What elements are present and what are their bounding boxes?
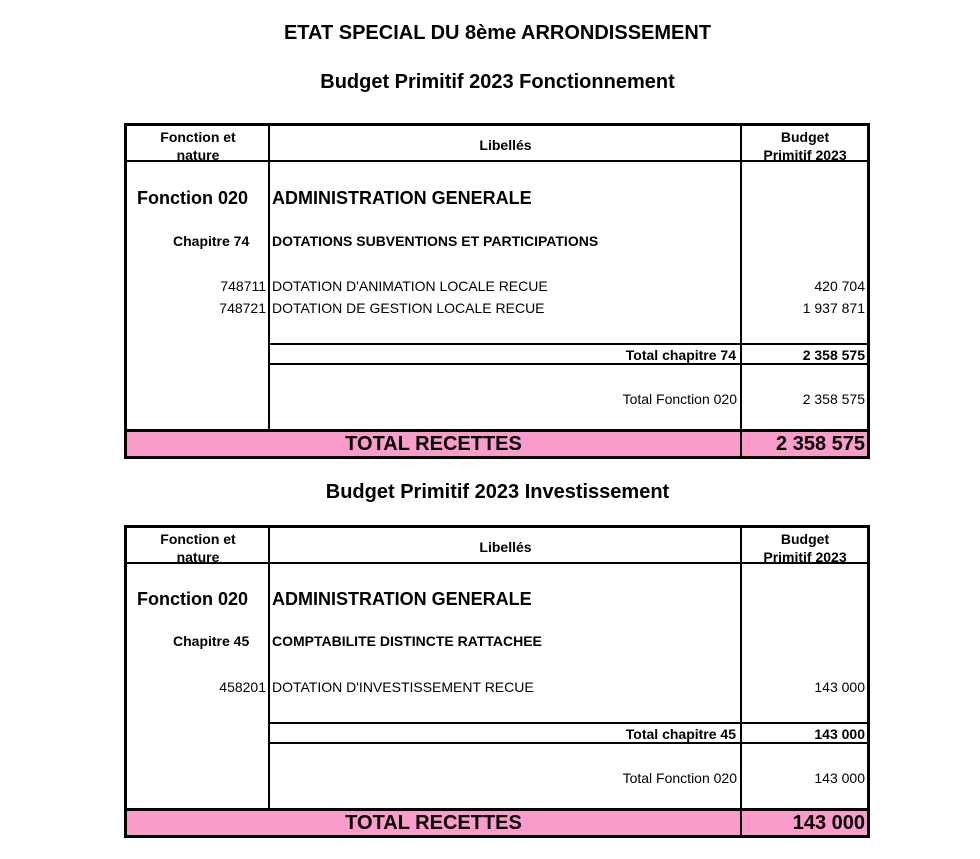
header-budget: Budget Primitif 2023 <box>763 129 847 163</box>
header-fonction-nature: Fonction et nature <box>160 531 236 565</box>
column-divider <box>268 126 270 433</box>
total-chapitre-row <box>268 343 740 365</box>
column-divider <box>268 528 270 812</box>
fonction-code: Fonction 020 <box>137 589 249 609</box>
line-amount: 420 704 <box>814 278 865 294</box>
chapitre-code: Chapitre 45 <box>173 633 250 649</box>
total-chapitre-label: Total chapitre 45 <box>625 726 736 742</box>
line-code: 458201 <box>219 679 266 695</box>
total-chapitre-row <box>268 722 740 744</box>
line-code: 748711 <box>220 278 266 294</box>
header-libelles: Libellés <box>479 539 532 555</box>
grand-total-row <box>127 429 867 456</box>
total-fonction-label: Total Fonction 020 <box>622 391 737 407</box>
fonction-label: ADMINISTRATION GENERALE <box>272 188 532 208</box>
line-label: DOTATION DE GESTION LOCALE RECUE <box>272 300 545 316</box>
grand-total-amount: 2 358 575 <box>776 433 865 455</box>
total-fonction-amount: 143 000 <box>814 770 865 786</box>
section-title-investissement: Budget Primitif 2023 Investissement <box>325 481 670 503</box>
total-chapitre-label: Total chapitre 74 <box>625 347 736 363</box>
total-chapitre-amount: 143 000 <box>814 726 865 742</box>
total-chapitre-amount: 2 358 575 <box>802 347 865 363</box>
header-fonction-nature: Fonction et nature <box>160 129 236 163</box>
chapitre-code: Chapitre 74 <box>173 233 250 249</box>
header-libelles: Libellés <box>479 137 532 153</box>
page-title: ETAT SPECIAL DU 8ème ARRONDISSEMENT <box>283 22 712 44</box>
chapitre-label: DOTATIONS SUBVENTIONS ET PARTICIPATIONS <box>272 233 599 249</box>
grand-total-amount: 143 000 <box>792 812 865 834</box>
chapitre-label: COMPTABILITE DISTINCTE RATTACHEE <box>272 633 542 649</box>
grand-total-label: TOTAL RECETTES <box>345 433 522 455</box>
total-fonction-amount: 2 358 575 <box>802 391 865 407</box>
line-amount: 1 937 871 <box>802 300 865 316</box>
budget-table-fonctionnement <box>124 123 870 459</box>
grand-total-label: TOTAL RECETTES <box>345 812 522 834</box>
header-budget: Budget Primitif 2023 <box>763 531 847 565</box>
fonction-code: Fonction 020 <box>137 188 249 208</box>
grand-total-row <box>127 808 867 835</box>
line-amount: 143 000 <box>814 679 865 695</box>
line-label: DOTATION D'ANIMATION LOCALE RECUE <box>272 278 548 294</box>
fonction-label: ADMINISTRATION GENERALE <box>272 589 532 609</box>
line-label: DOTATION D'INVESTISSEMENT RECUE <box>272 679 534 695</box>
total-fonction-label: Total Fonction 020 <box>622 770 737 786</box>
section-title-fonctionnement: Budget Primitif 2023 Fonctionnement <box>320 71 675 93</box>
budget-table-investissement <box>124 525 870 838</box>
line-code: 748721 <box>219 300 266 316</box>
